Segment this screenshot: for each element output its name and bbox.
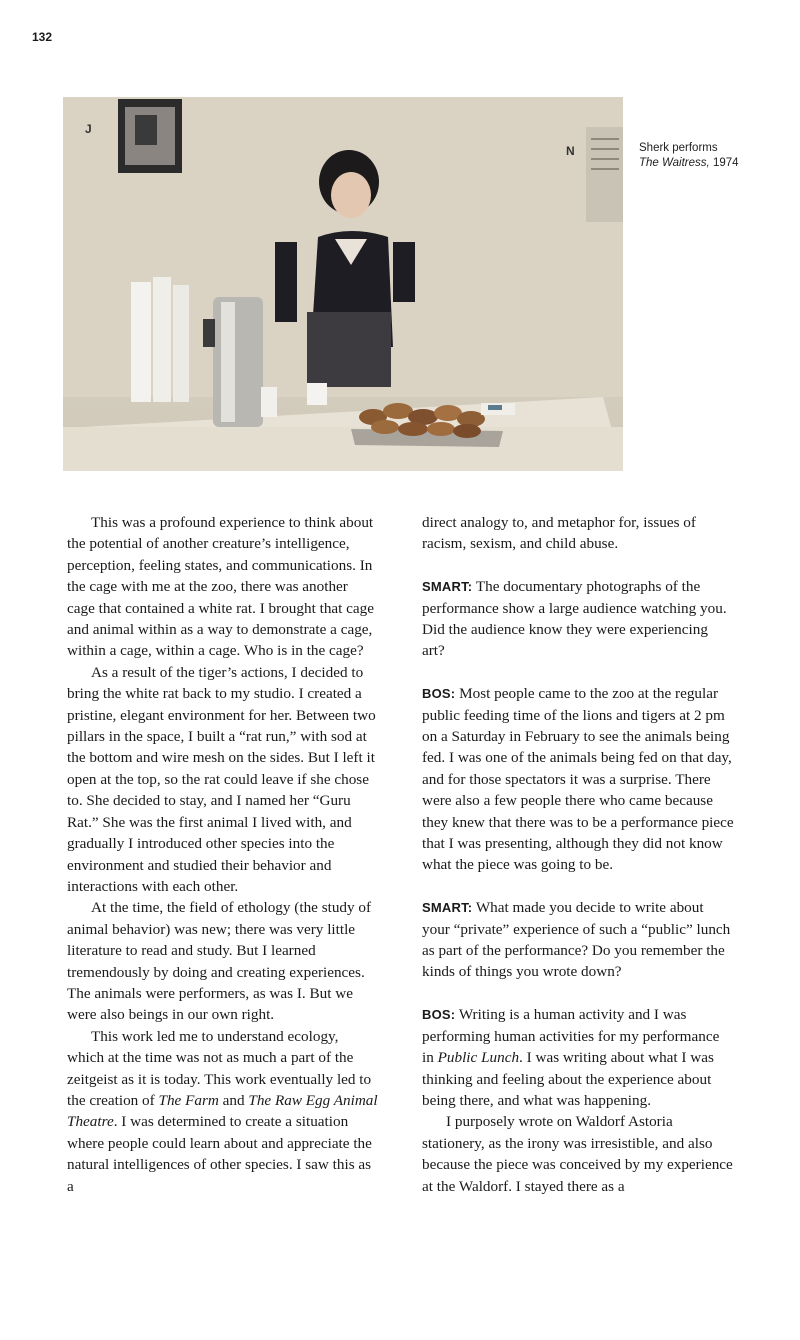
- question: [422, 897, 734, 983]
- answer: [422, 683, 734, 876]
- paragraph-text: and: [218, 1091, 249, 1109]
- answer-text: Most people came to the zoo at the regular public feeding time of the lions and tigers at 2 pm on a Saturday in February to see the animals being fed. I was one of the animals being fed on that day, and for those spectators it was a surprise. There were also a few people there who came because they knew that there was to be a performance piece that I was presenting, although they did not know what the piece was going to be.: [422, 685, 734, 874]
- performance-photo: [63, 97, 623, 471]
- speaker-label: SMART:: [422, 900, 473, 916]
- work-title: The Raw Egg Animal Theatre: [67, 1091, 378, 1131]
- paragraph-text: . I was determined to create a situation where people could learn about and appreciate the natural intelligences of other species. I saw this as a: [67, 1113, 372, 1195]
- paragraph: [67, 1026, 379, 1197]
- paragraph: I purposely wrote on Waldorf Astoria stationery, as the irony was irresistible, and also because the piece was conceived by my experience at the Waldorf. I stayed there as a: [422, 1113, 733, 1195]
- work-title: The Farm: [158, 1091, 219, 1109]
- left-column: [67, 512, 379, 1197]
- speaker-label: SMART:: [422, 579, 473, 595]
- photo-illustration: [63, 97, 623, 471]
- answer-text: Writing is a human activity and I was performing human activities for my performance in: [422, 1006, 720, 1067]
- answer-text: . I was writing about what I was thinking and feeling about the experience about being there, and what was happening.: [422, 1049, 714, 1109]
- wall-letter-right: N: [566, 144, 575, 158]
- paragraph: As a result of the tiger’s actions, I decided to bring the white rat back to my studio. I created a pristine, elegant environment for her. Between two pillars in the space, I built a “rat run,” with sod at the bottom and wire mesh on the sides. But I left it open at the top, so the rat could leave if she chose to. She decided to stay, and I named her “Guru Rat.” She was the first animal I lived with, and gradually I introduced other species into the environment and studied their behavior and interactions with each other.: [67, 663, 376, 895]
- question-text: The documentary photographs of the performance show a large audience watching you. Did the audience know they were experiencing art?: [422, 578, 727, 660]
- question-text: What made you decide to write about your “private” experience of such a “public” lunch as part of the performance? Do you remember the kinds of things you wrote down?: [422, 899, 731, 981]
- wall-letter-left: J: [85, 122, 92, 136]
- paragraph-text: This work led me to understand ecology, which at the time was not as much a part of the zeitgeist as it is today. This work eventually led to the creation of: [67, 1027, 372, 1109]
- answer: [422, 1004, 734, 1111]
- caption-year: 1974: [712, 157, 739, 169]
- paragraph: direct analogy to, and metaphor for, issues of racism, sexism, and child abuse.: [422, 514, 696, 553]
- paragraph: This was a profound experience to think about the potential of another creature’s intelligence, perception, feeling states, and communications. In the cage with me at the zoo, there was another cage that contained a white rat. I brought that cage and animal within as a way to demonstrate a cage, within a cage, within a cage. Who is in the cage?: [67, 514, 374, 660]
- page-number: 132: [32, 30, 53, 44]
- caption-line-title: [639, 156, 789, 171]
- speaker-label: BOS:: [422, 686, 456, 702]
- caption-line: Sherk performs: [639, 142, 718, 154]
- caption-title: The Waitress,: [639, 157, 710, 169]
- paragraph: At the time, the field of ethology (the study of animal behavior) was new; there was very little literature to read and study. But I learned tremendously by doing and creating experiences. The animals were performers, as was I. But we were also beings in our own right.: [67, 899, 372, 1024]
- right-column: [422, 512, 734, 1197]
- work-title: Public Lunch: [437, 1049, 520, 1067]
- photo-caption: [639, 141, 789, 171]
- question: [422, 576, 734, 662]
- speaker-label: BOS:: [422, 1007, 456, 1023]
